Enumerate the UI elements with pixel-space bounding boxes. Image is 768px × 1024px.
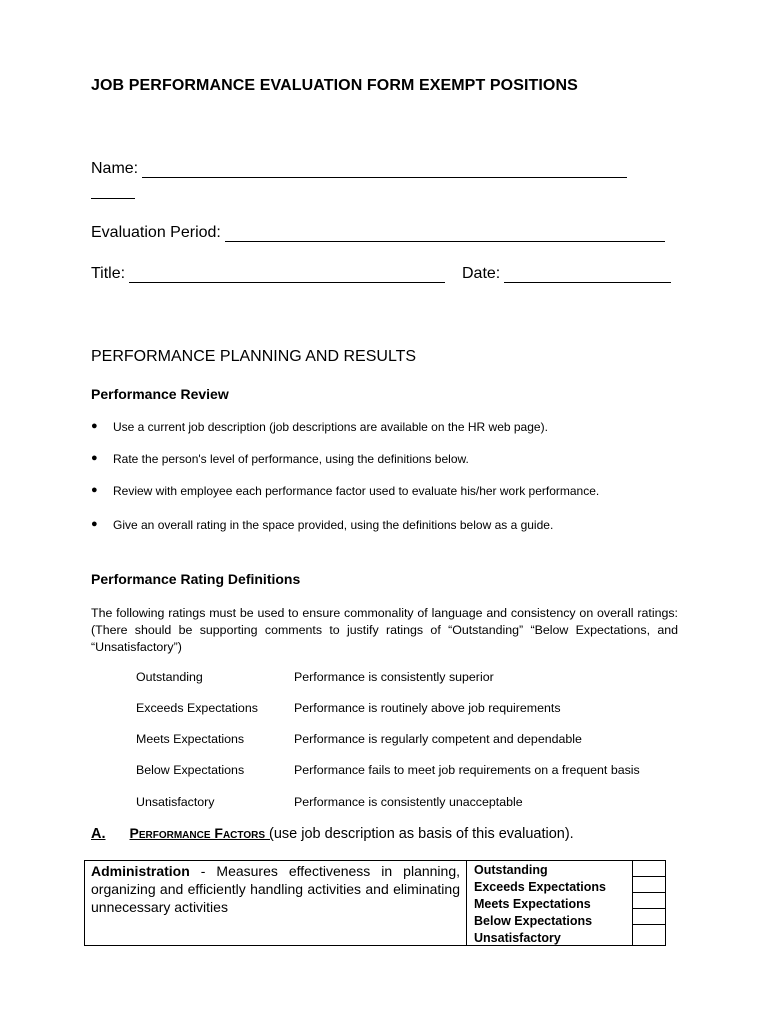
- rating-checkbox-column: [632, 861, 666, 945]
- name-line-continuation: [91, 198, 135, 199]
- evaluation-period-field[interactable]: [91, 224, 665, 242]
- rating-checkbox-below[interactable]: [633, 909, 666, 925]
- name-line[interactable]: [142, 161, 627, 178]
- rating-option: Meets Expectations: [474, 897, 591, 911]
- title-line[interactable]: [129, 266, 445, 283]
- rating-option: Exceeds Expectations: [474, 880, 607, 894]
- bullet-icon: ●: [91, 452, 98, 464]
- rating-option: Outstanding: [474, 863, 548, 877]
- factors-instruction: use job description as basis of this evaluation).: [273, 826, 574, 842]
- name-label: Name:: [91, 160, 139, 177]
- rating-checkbox-exceeds[interactable]: [633, 877, 666, 893]
- factors-name: Performance Factors: [129, 825, 265, 841]
- bullet-icon: ●: [91, 518, 98, 530]
- title-label: Title:: [91, 265, 126, 282]
- evaluation-period-line[interactable]: [225, 225, 665, 242]
- administration-label: Administration: [91, 863, 190, 879]
- rating-checkbox-outstanding[interactable]: [633, 861, 666, 877]
- document-page: JOB PERFORMANCE EVALUATION FORM EXEMPT POSITIONS Name: Evaluation Period: Title: Date: PERFORMANCE PLANNING AND RESULTS Performance Review ● Use a current job description (job descriptions are available on the HR web page). ● Rate the person's level of performance, using the definitions below. ● Review with employee each performance factor used to evaluate his/her work performance. ● Give an overall rating in the space provided, using the definitions below as a guide. Performance Rating Definitions The following ratings must be used to ensure commonality of language and consistency on overall ratings: (There should be supporting comments to justify ratings of “Outstanding” “Below Expectations, and “Unsatisfactory”) Outstanding Performance is consistently superior Exceeds Expectations Performance is routinely above job requirements Meets Expectations Performance is regularly competent and dependable Below Expectations Performance fails to meet job requirements on a frequent basis Unsatisfactory Performance is consistently unacceptable A. Performance Factors (use job description as basis of this evaluation). Administration - Measures effectiveness in planning, organizing and efficiently handling activities and eliminating unnecessary activities Outstanding Exceeds Expectations Meets Expectations Below Expectations Unsatisfactory: [0, 0, 768, 1024]
- date-line[interactable]: [504, 266, 671, 283]
- rating-definitions-heading: Performance Rating Definitions: [91, 571, 301, 587]
- section-heading: PERFORMANCE PLANNING AND RESULTS: [91, 348, 417, 365]
- factors-letter: A.: [91, 826, 106, 842]
- evaluation-period-label: Evaluation Period:: [91, 224, 221, 241]
- form-title: JOB PERFORMANCE EVALUATION FORM EXEMPT POSITIONS: [91, 77, 578, 94]
- date-field[interactable]: [462, 265, 671, 283]
- bullet-icon: ●: [91, 484, 98, 496]
- title-field[interactable]: [91, 265, 445, 283]
- performance-review-heading: Performance Review: [91, 386, 229, 402]
- bullet-icon: ●: [91, 420, 98, 432]
- rating-option: Below Expectations: [474, 914, 593, 928]
- name-field[interactable]: [91, 160, 627, 178]
- administration-factor-table: [84, 860, 666, 946]
- administration-ratings: [474, 862, 606, 947]
- rating-definitions-intro: The following ratings must be used to ensure commonality of language and consistency on overall ratings: (There should be supporting comments to justify ratings of “Outstanding” “Below Expectations, and “Unsatisfactory”): [91, 606, 678, 654]
- rating-checkbox-unsatisfactory[interactable]: [633, 925, 666, 941]
- administration-description: Administration - Measures effectiveness in planning, organizing and efficiently handling activities and eliminating unnecessary activities: [85, 861, 467, 945]
- performance-factors-heading: A. Performance Factors (use job description as basis of this evaluation).: [91, 825, 574, 842]
- rating-option: Unsatisfactory: [474, 931, 561, 945]
- rating-checkbox-meets[interactable]: [633, 893, 666, 909]
- date-label: Date:: [462, 265, 501, 282]
